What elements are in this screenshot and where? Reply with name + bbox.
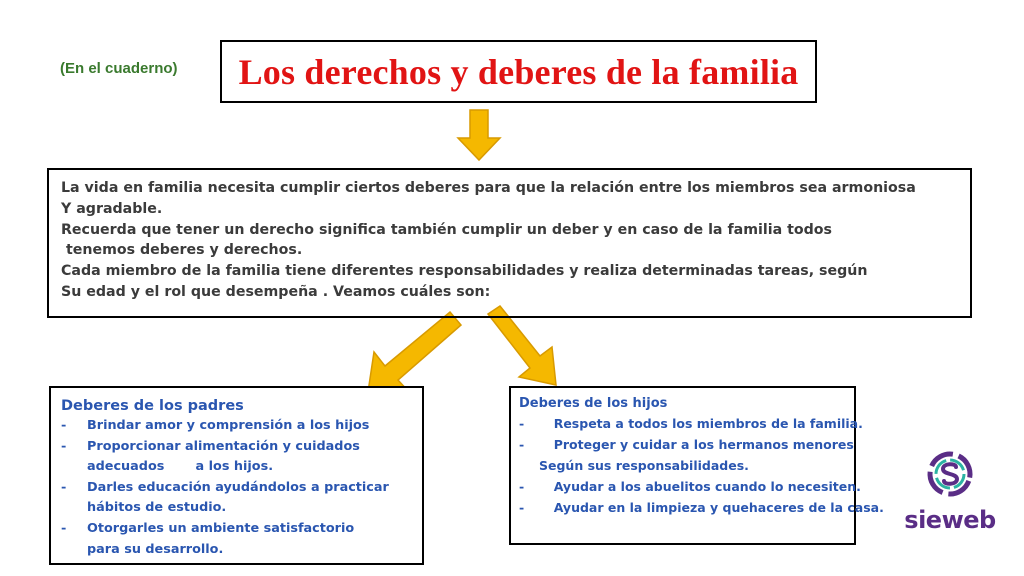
bullet-dash: - (61, 479, 67, 495)
list-item (61, 437, 412, 458)
list-item (519, 413, 863, 434)
list-item (61, 498, 412, 519)
notebook-note: (En el cuaderno) (60, 60, 178, 77)
list-item (61, 416, 412, 437)
bullet-dash (61, 540, 87, 561)
list-item (61, 540, 412, 561)
list-item-text: hábitos de estudio. (87, 500, 227, 516)
list-item-text: Proporcionar alimentación y cuidados (87, 438, 360, 454)
intro-line: tenemos deberes y derechos. (61, 242, 303, 259)
page-title: Los derechos y deberes de la familia (238, 51, 799, 92)
title-box (220, 40, 817, 103)
intro-line: Su edad y el rol que desempeña . Veamos cuáles son: (61, 283, 491, 300)
list-item (61, 478, 412, 499)
list-item (61, 519, 412, 540)
intro-line: Y agradable. (61, 200, 163, 217)
bullet-dash: - (519, 479, 525, 494)
list-item (519, 497, 884, 518)
list-item (519, 434, 854, 455)
list-item-text: Ayudar a los abuelitos cuando lo necesiten. (545, 479, 861, 494)
list-item-text: Proteger y cuidar a los hermanos menores (545, 437, 854, 452)
intro-line: Recuerda que tener un derecho significa también cumplir un deber y en caso de la familia todos (61, 221, 832, 238)
list-item-text: Darles educación ayudándolos a practicar (87, 479, 389, 495)
intro-box (47, 168, 972, 318)
list-item-text: Brindar amor y comprensión a los hijos (87, 418, 370, 433)
list-item (519, 455, 846, 476)
bullet-dash: - (519, 500, 525, 515)
parents-duties-title: Deberes de los padres (61, 398, 244, 414)
bullet-dash (61, 498, 87, 519)
bullet-dash: - (519, 437, 525, 452)
bullet-dash: - (61, 520, 67, 536)
bullet-dash: - (61, 418, 67, 433)
bullet-dash (61, 457, 87, 478)
intro-line: La vida en familia necesita cumplir ciertos deberes para que la relación entre los miembros sea armoniosa (61, 180, 916, 196)
list-item-text: para su desarrollo. (87, 541, 224, 557)
sieweb-logo-text: sieweb (904, 506, 996, 534)
parents-duties-box (49, 386, 424, 565)
list-item (519, 476, 861, 497)
bullet-dash: - (519, 416, 525, 431)
list-item-text: Respeta a todos los miembros de la familia. (545, 416, 863, 431)
list-item-text: Según sus responsabilidades. (539, 458, 749, 473)
list-item (61, 457, 412, 478)
arrow-down-left-icon (368, 312, 461, 392)
children-duties-title: Deberes de los hijos (519, 396, 668, 411)
list-item-text: Otorgarles un ambiente satisfactorio (87, 520, 355, 536)
list-item-text: adecuados a los hijos. (87, 459, 274, 475)
arrow-down-icon (458, 110, 500, 160)
intro-line: Cada miembro de la familia tiene diferentes responsabilidades y realiza determinadas tareas, según (61, 263, 868, 280)
children-duties-box (509, 386, 884, 545)
list-item-text: Ayudar en la limpieza y quehaceres de la casa. (545, 500, 884, 515)
bullet-dash: - (61, 438, 67, 454)
